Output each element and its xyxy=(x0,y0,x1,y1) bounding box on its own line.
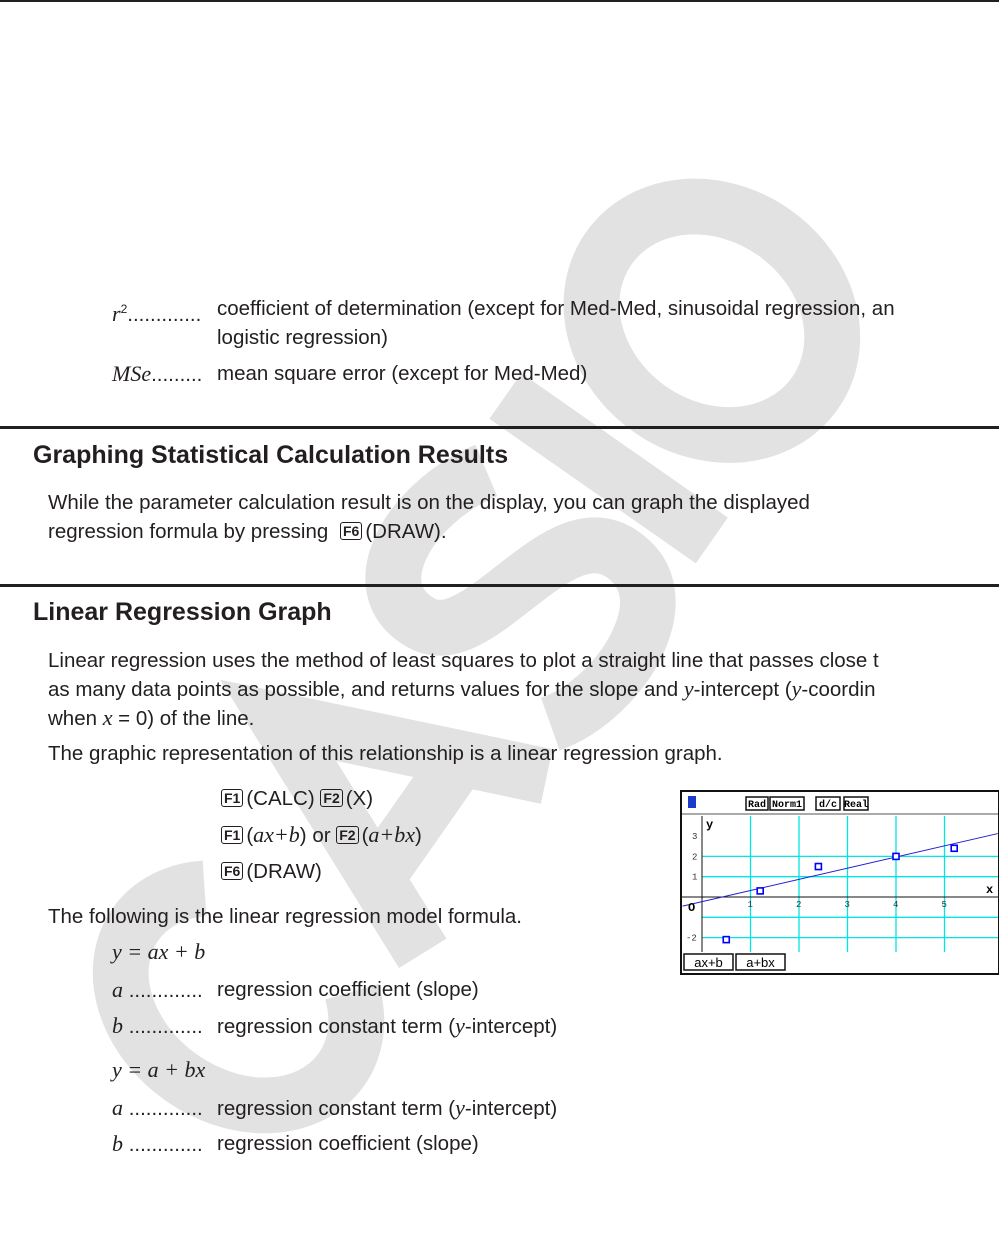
math: y xyxy=(791,677,802,701)
status-indicator-label: Rad xyxy=(747,800,767,811)
f1-key-icon: F1 xyxy=(221,789,243,807)
data-point xyxy=(815,864,821,870)
body-text xyxy=(48,520,447,544)
leader-dots: ............. xyxy=(128,1015,203,1038)
body-text: The following is the linear regression model formula. xyxy=(48,905,523,928)
top-rule xyxy=(0,0,999,2)
y-tick-label: 3 xyxy=(692,832,698,843)
section-rule xyxy=(0,426,999,429)
text: -intercept ( xyxy=(693,678,792,701)
x-axis-label: x xyxy=(986,883,994,897)
x-tick-label: 5 xyxy=(941,900,947,910)
x-tick-label: 2 xyxy=(796,900,802,910)
function-key-label[interactable]: ax+b xyxy=(694,955,723,970)
function-key-label[interactable]: a+bx xyxy=(746,955,775,970)
text: as many data points as possible, and returns values for the slope and xyxy=(48,678,684,701)
y-tick-label: 1 xyxy=(692,872,698,883)
text: -coordin xyxy=(801,678,876,701)
superscript: 2 xyxy=(120,302,128,316)
section-heading: Linear Regression Graph xyxy=(33,598,332,626)
math: a+bx xyxy=(368,822,416,847)
f2-key-icon: F2 xyxy=(336,826,358,844)
text: regression constant term ( xyxy=(217,1015,456,1038)
leader-dots: ......... xyxy=(151,363,203,386)
definition-text: regression coefficient (slope) xyxy=(217,978,479,1001)
formula: y = ax + b xyxy=(112,939,206,964)
text: ) or xyxy=(299,824,337,847)
text: ( xyxy=(361,824,369,847)
symbol: a xyxy=(112,1095,123,1120)
x-tick-label: 3 xyxy=(844,900,850,910)
data-point xyxy=(893,853,899,859)
text: -intercept) xyxy=(464,1097,558,1120)
math: y xyxy=(455,1095,465,1120)
symbol: a xyxy=(112,977,123,1002)
definition-text-cont: logistic regression) xyxy=(217,326,388,349)
symbol: MSe xyxy=(112,361,152,386)
y-tick-label: -2 xyxy=(686,933,697,944)
status-indicator-label: Real xyxy=(843,800,869,811)
body-text xyxy=(48,706,254,731)
text: regression constant term ( xyxy=(217,1097,456,1120)
leader-dots: ............. xyxy=(128,1097,203,1120)
body-text: While the parameter calculation result is on the display, you can graph the displayed xyxy=(48,491,810,514)
f6-key-icon: F6 xyxy=(221,862,243,880)
text: ( xyxy=(246,824,254,847)
definition-text: coefficient of determination (except for Med-Med, sinusoidal regression, an xyxy=(217,297,895,320)
status-indicator-label: Norm1 xyxy=(771,800,803,811)
body-text: Linear regression uses the method of least squares to plot a straight line that passes close t xyxy=(48,649,879,672)
math: y xyxy=(683,677,694,701)
text: = 0) of the line. xyxy=(112,707,255,730)
section-rule xyxy=(0,584,999,587)
body-text xyxy=(48,677,968,702)
x-tick-label: 4 xyxy=(893,900,899,910)
symbol: r xyxy=(112,300,121,326)
math: y xyxy=(455,1013,465,1038)
step-3 xyxy=(221,860,322,884)
text: (DRAW) xyxy=(246,860,322,883)
text: (CALC) xyxy=(246,787,315,810)
watermark-letter-i xyxy=(505,396,711,541)
body-text: The graphic representation of this relationship is a linear regression graph. xyxy=(48,742,723,765)
math: x xyxy=(102,705,113,730)
step-2 xyxy=(221,823,422,848)
y-tick-label: 2 xyxy=(692,852,698,863)
symbol: b xyxy=(112,1131,123,1156)
text: when xyxy=(48,707,103,730)
origin-label: O xyxy=(688,901,696,915)
x-tick-label: 1 xyxy=(747,900,753,910)
text: regression formula by pressing xyxy=(48,520,329,543)
section-heading: Graphing Statistical Calculation Results xyxy=(33,441,509,469)
regression-line xyxy=(683,834,998,907)
f6-key-icon: F6 xyxy=(340,522,362,540)
battery-icon xyxy=(688,796,696,808)
leader-dots: ............. xyxy=(128,1133,203,1156)
formula: y = a + bx xyxy=(112,1057,206,1082)
text: (DRAW). xyxy=(365,520,447,543)
data-point xyxy=(951,845,957,851)
f1-key-icon: F1 xyxy=(221,826,243,844)
math: ax+b xyxy=(253,822,300,847)
y-axis-label: y xyxy=(706,818,714,832)
data-point xyxy=(723,937,729,943)
step-1 xyxy=(221,787,373,811)
status-indicator-label: d/c xyxy=(818,800,838,811)
calculator-screen xyxy=(680,790,999,975)
symbol: b xyxy=(112,1013,123,1038)
text: (X) xyxy=(345,787,374,810)
leader-dots: ............. xyxy=(127,302,202,326)
text: -intercept) xyxy=(464,1015,558,1038)
leader-dots: ............. xyxy=(128,979,203,1002)
f2-key-icon: F2 xyxy=(320,789,342,807)
definition-text: mean square error (except for Med-Med) xyxy=(217,362,588,385)
data-point xyxy=(757,888,763,894)
definition-text: regression coefficient (slope) xyxy=(217,1132,479,1155)
text: ) xyxy=(415,824,422,847)
